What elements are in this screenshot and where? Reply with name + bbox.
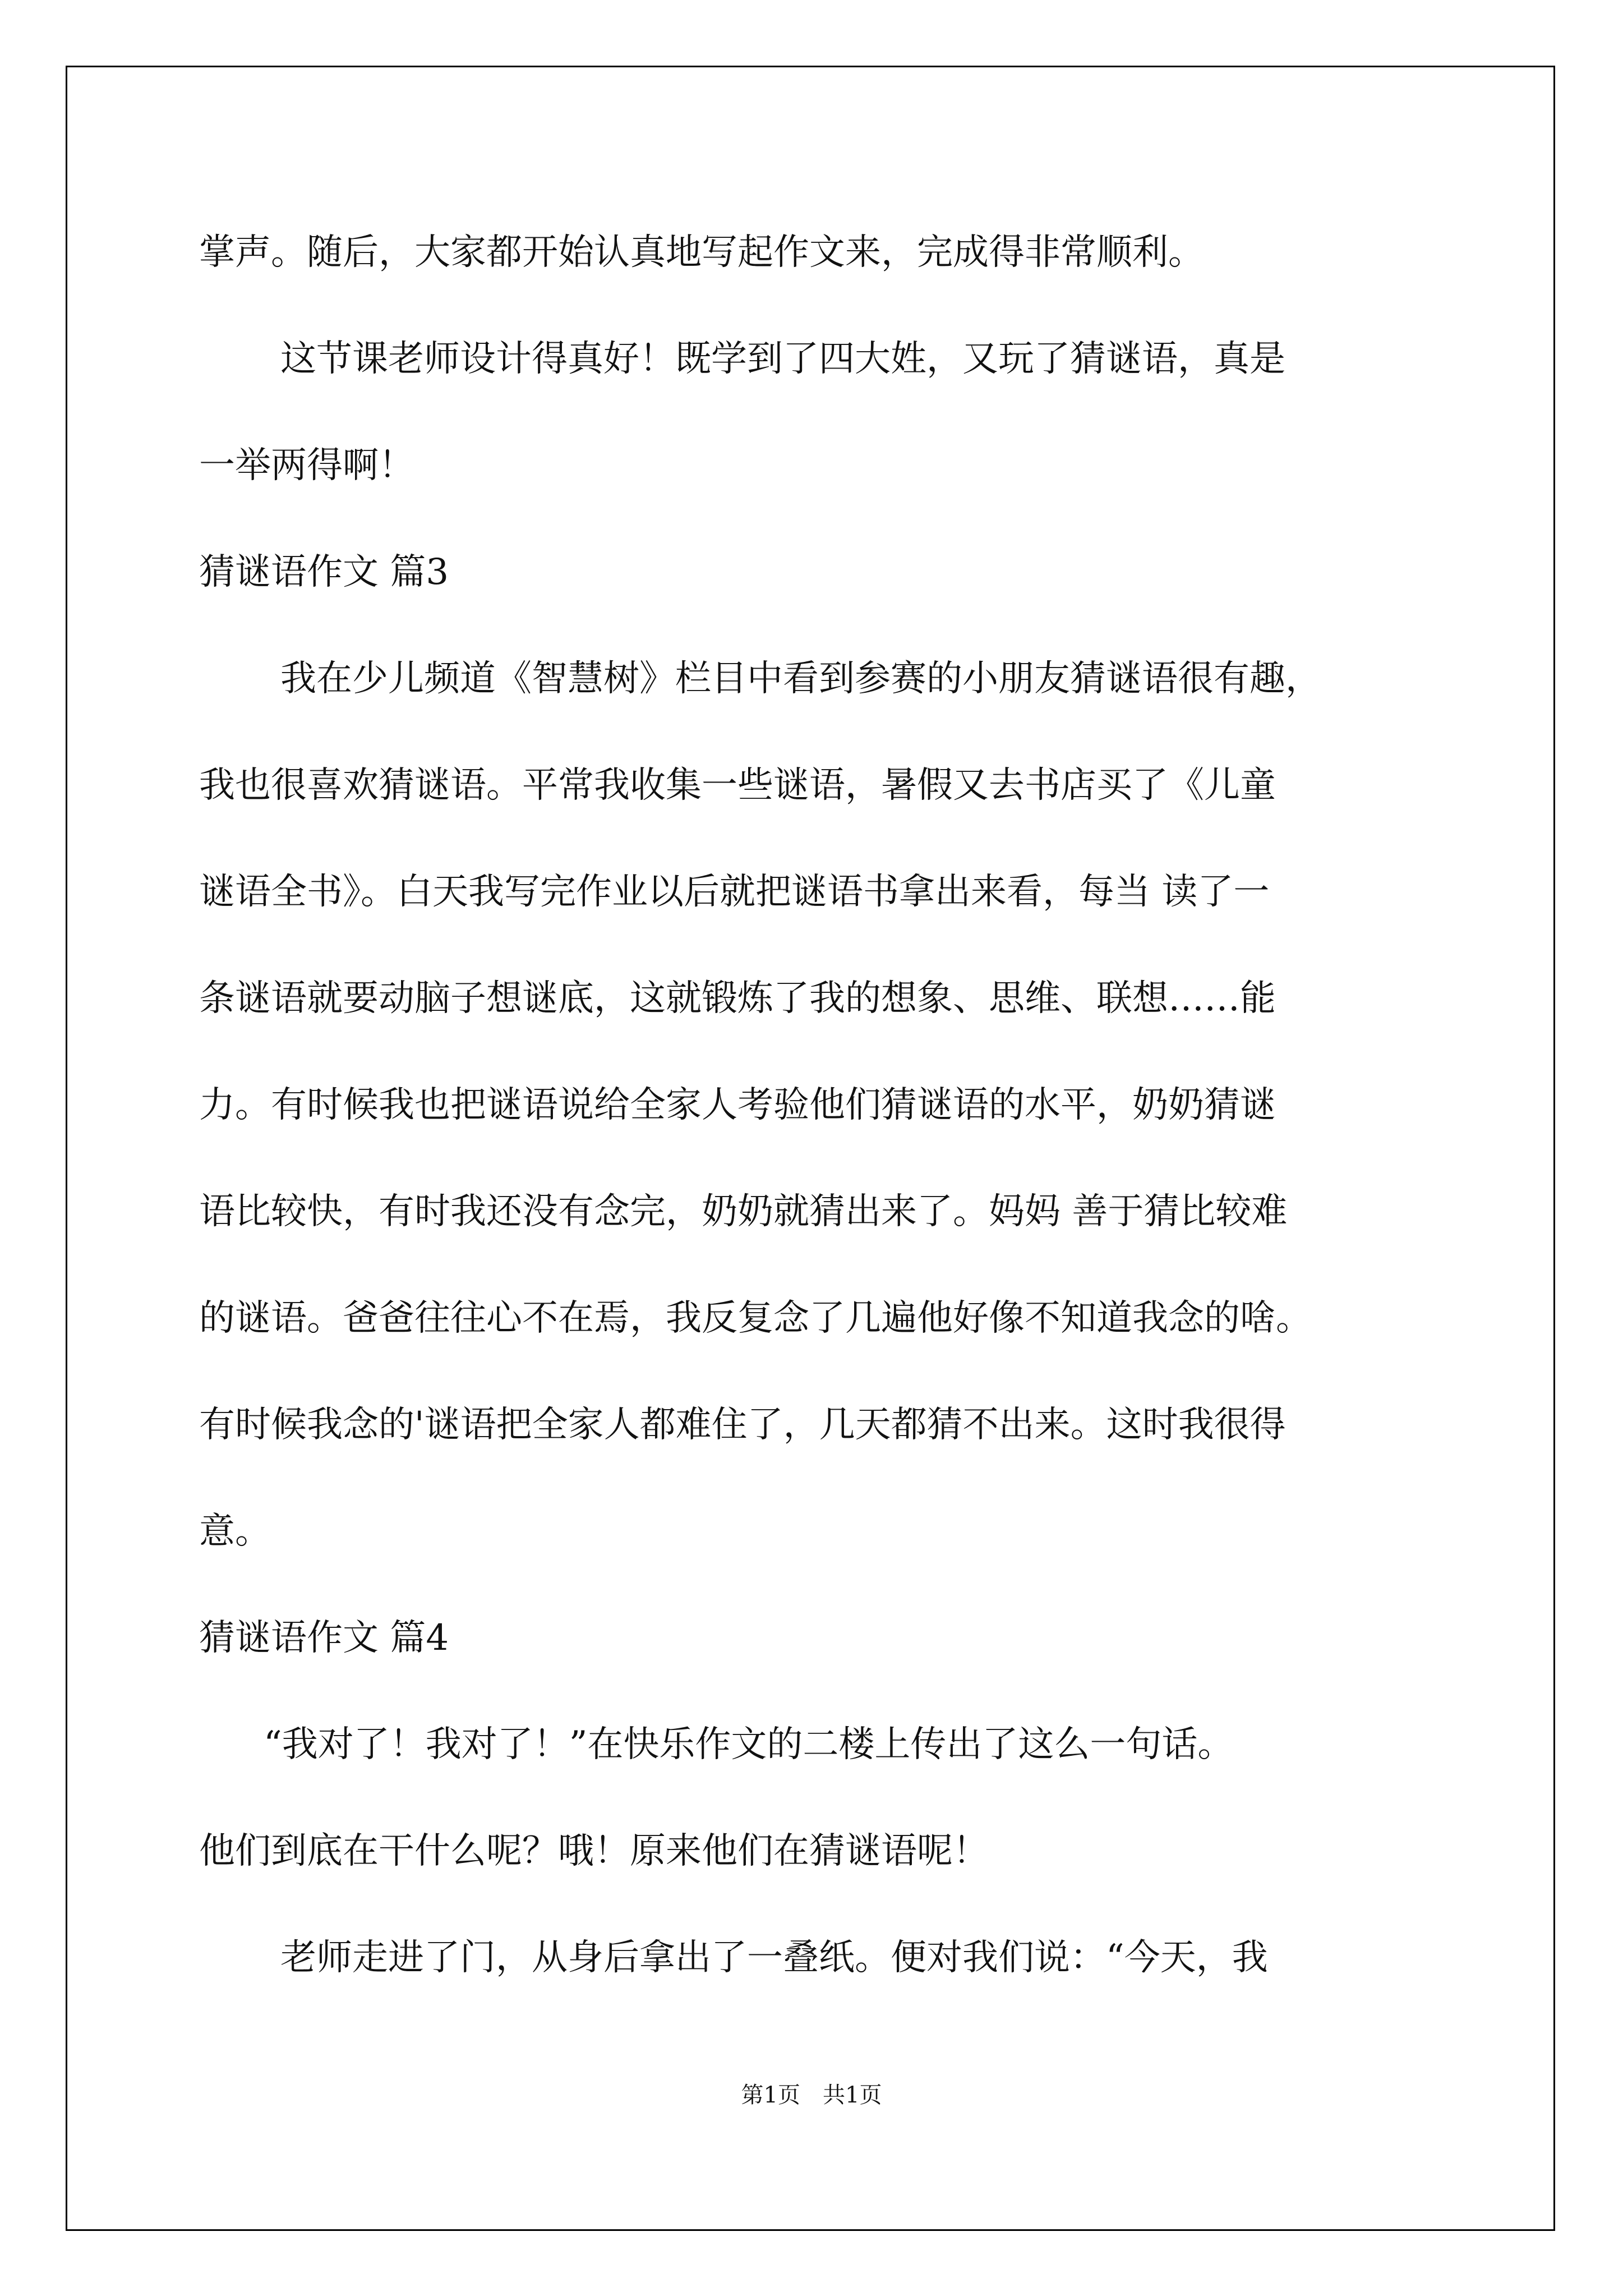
paragraph-line: 力。有时候我也把谜语说给全家人考验他们猜谜语的水平，奶奶猜谜	[199, 1084, 1276, 1126]
paragraph-line: 的谜语。爸爸往往心不在焉，我反复念了几遍他好像不知道我念的啥。	[199, 1297, 1312, 1339]
paragraph-line: 我也很喜欢猜谜语。平常我收集一些谜语，暑假又去书店买了《儿童	[199, 765, 1276, 806]
paragraph-line: 这节课老师设计得真好！既学到了四大姓，又玩了猜谜语，真是	[280, 338, 1285, 380]
paragraph-line: 有时候我念的'谜语把全家人都难住了，几天都猜不出来。这时我很得	[199, 1404, 1286, 1446]
paragraph-line: “我对了！我对了！”在快乐作文的二楼上传出了这么一句话。	[264, 1724, 1234, 1765]
paragraph-line: 他们到底在干什么呢？哦！原来他们在猜谜语呢！	[199, 1830, 989, 1872]
section-heading: 猜谜语作文 篇3	[199, 551, 449, 593]
paragraph-line: 谜语全书》。白天我写完作业以后就把谜语书拿出来看，每当 读了一	[199, 871, 1270, 913]
paragraph-line: 语比较快，有时我还没有念完，奶奶就猜出来了。妈妈 善于猜比较难	[199, 1191, 1288, 1232]
paragraph-line: 我在少儿频道《智慧树》栏目中看到参赛的小朋友猜谜语很有趣，	[280, 658, 1321, 700]
paragraph-line: 条谜语就要动脑子想谜底，这就锻炼了我的想象、思维、联想……能	[199, 978, 1276, 1019]
page-number-footer: 第1页 共1页	[741, 2082, 882, 2108]
paragraph-line: 掌声。随后，大家都开始认真地写起作文来，完成得非常顺利。	[199, 232, 1204, 273]
paragraph-line: 老师走进了门，从身后拿出了一叠纸。便对我们说：“今天，我	[280, 1937, 1268, 1978]
paragraph-line: 一举两得啊！	[199, 445, 414, 486]
page-border	[66, 66, 1555, 2231]
section-heading: 猜谜语作文 篇4	[199, 1617, 449, 1659]
paragraph-line: 意。	[199, 1511, 271, 1552]
